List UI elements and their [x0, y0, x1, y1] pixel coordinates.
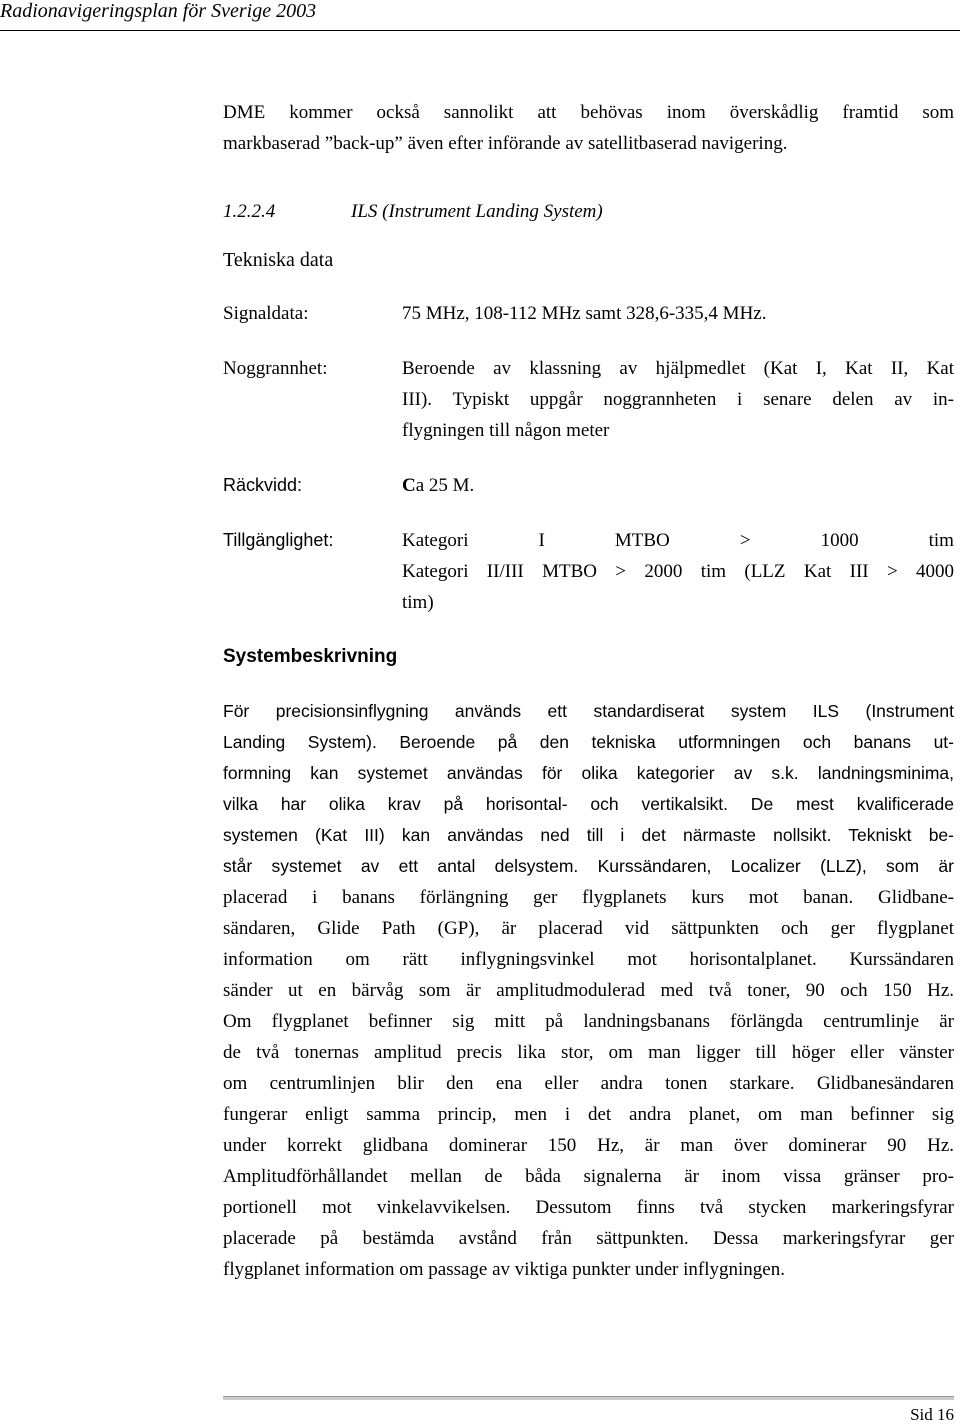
section-number: 1.2.2.4	[223, 201, 276, 222]
intro-paragraph	[223, 97, 954, 159]
running-header: Radionavigeringsplan för Sverige 2003	[0, 0, 317, 22]
availability-line-1-row	[402, 525, 954, 556]
system-line-15: under korrekt glidbana dominerar 150 Hz, är man över dominerar 90 Hz.	[223, 1135, 954, 1156]
intro-line-1: DME kommer också sannolikt att behövas inom överskådlig framtid som	[223, 102, 954, 123]
signal-value: 75 MHz, 108-112 MHz samt 328,6-335,4 MHz.	[402, 303, 767, 324]
system-line-10: sänder ut en bärvåg som är amplitudmodulerad med två toner, 90 och 150 Hz.	[223, 980, 954, 1001]
system-line-9: information om rätt inflygningsvinkel mot horisontalplanet. Kurssändaren	[223, 949, 954, 970]
system-line-7: placerad i banans förlängning ger flygplanets kurs mot banan. Glidbane-	[223, 887, 954, 908]
availability-line-1	[402, 525, 954, 556]
availability-line-3: tim)	[402, 592, 434, 613]
footer-rule	[223, 1396, 954, 1400]
accuracy-line-2: III). Typiskt uppgår noggrannheten i senare delen av in-	[402, 389, 954, 410]
range-label: Räckvidd:	[223, 475, 303, 495]
range-rest: a 25 M.	[415, 475, 475, 496]
accuracy-value	[402, 353, 954, 446]
system-line-3: formning kan systemet användas för olika kategorier av s.k. landningsminima,	[223, 763, 954, 783]
accuracy-line-1: Beroende av klassning av hjälpmedlet (Kat I, Kat II, Kat	[402, 358, 954, 379]
system-line-14: fungerar enligt samma princip, men i det andra planet, om man befinner sig	[223, 1104, 954, 1125]
system-heading: Systembeskrivning	[223, 646, 398, 667]
section-title: ILS (Instrument Landing System)	[351, 201, 603, 222]
availability-label: Tillgänglighet:	[223, 530, 334, 550]
system-line-19: flygplanet information om passage av viktiga punkter under inflygningen.	[223, 1259, 785, 1280]
intro-line-2: markbaserad ”back-up” även efter införande av satellitbaserad navigering.	[223, 133, 788, 154]
system-line-18: placerade på bestämda avstånd från sättpunkten. Dessa markeringsfyrar ger	[223, 1228, 954, 1249]
system-line-1: För precisionsinflygning används ett standardiserat system ILS (Instrument	[223, 701, 954, 721]
system-line-6: står systemet av ett antal delsystem. Kurssändaren, Localizer (LLZ), som är	[223, 856, 954, 876]
availability-line-1-word: tim	[928, 530, 954, 551]
system-line-2: Landing System). Beroende på den tekniska utformningen och banans ut-	[223, 732, 954, 752]
range-value	[402, 470, 954, 501]
system-line-17: portionell mot vinkelavvikelsen. Dessutom finns två stycken markeringsfyrar	[223, 1197, 954, 1218]
system-line-12: de två tonernas amplitud precis lika stor, om man ligger till höger eller vänster	[223, 1042, 954, 1063]
range-first-letter: C	[402, 475, 416, 496]
availability-line-1-word: MTBO	[614, 530, 670, 551]
accuracy-label: Noggrannhet:	[223, 358, 328, 379]
technical-heading: Tekniska data	[223, 249, 334, 271]
system-line-5: systemen (Kat III) kan användas ned till i det närmaste nollsikt. Tekniskt be-	[223, 825, 954, 845]
section-heading	[223, 196, 603, 227]
system-line-4: vilka har olika krav på horisontal- och vertikalsikt. De mest kvalificerade	[223, 794, 954, 814]
accuracy-line-3: flygningen till någon meter	[402, 420, 610, 441]
system-line-16: Amplitudförhållandet mellan de båda signalerna är inom vissa gränser pro-	[223, 1166, 954, 1187]
header-rule	[0, 30, 960, 31]
availability-line-2: Kategori II/III MTBO > 2000 tim (LLZ Kat III > 4000	[402, 561, 954, 582]
availability-line-1-word: 1000	[820, 530, 859, 551]
system-line-13: om centrumlinjen blir den ena eller andra tonen starkare. Glidbanesändaren	[223, 1073, 954, 1094]
page-number: Sid 16	[910, 1405, 954, 1424]
availability-value	[402, 525, 954, 618]
system-line-8: sändaren, Glide Path (GP), är placerad vid sättpunkten och ger flygplanet	[223, 918, 954, 939]
availability-line-1-word: >	[739, 530, 751, 551]
availability-line-1-word: I	[538, 530, 545, 551]
signal-label: Signaldata:	[223, 303, 309, 324]
system-description	[223, 696, 954, 1285]
system-line-11: Om flygplanet befinner sig mitt på landningsbanans förlängda centrumlinje är	[223, 1011, 954, 1032]
availability-line-1-word: Kategori	[402, 530, 469, 551]
